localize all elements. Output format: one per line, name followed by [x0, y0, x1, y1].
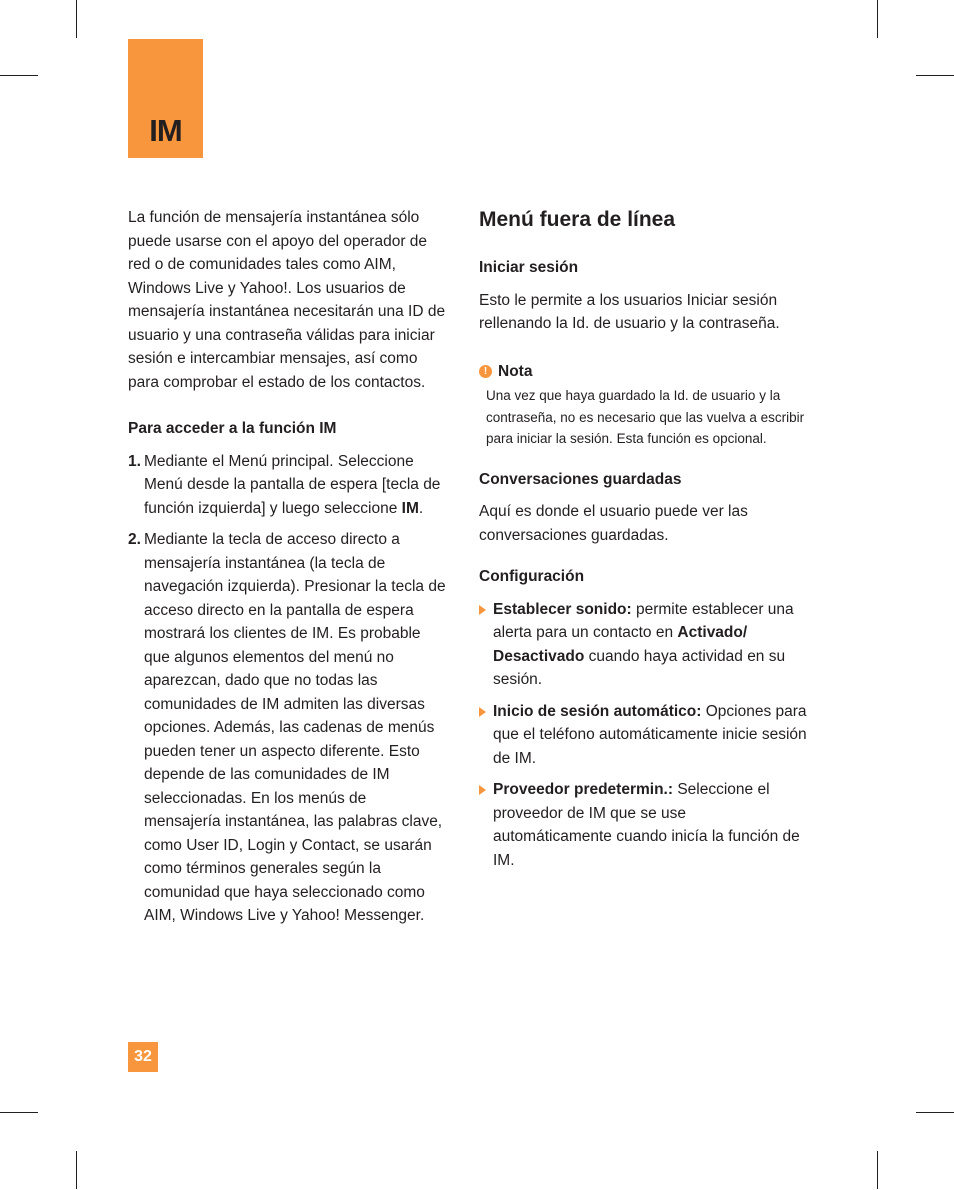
- item-text-2: cuando haya actividad en su sesión.: [493, 647, 786, 688]
- crop-mark: [76, 0, 77, 38]
- note-text: Una vez que haya guardado la Id. de usuario y la contraseña, no es necesario que las vuelva a escribir para iniciar la sesión. Esta función es opcional.: [486, 388, 805, 446]
- item-text: permite establecer una alerta para un contacto en: [493, 600, 794, 641]
- item-term-2: Activado/ Desactivado: [493, 624, 748, 665]
- list-item: [479, 778, 809, 872]
- step-text: Mediante el Menú principal. Seleccione Menú desde la pantalla de espera [tecla de función izquierda] y luego seleccione: [144, 452, 441, 517]
- step-number: 1.: [128, 452, 141, 470]
- crop-mark: [916, 1112, 954, 1113]
- chapter-tab: [128, 39, 203, 158]
- config-heading: Configuración: [479, 568, 585, 585]
- note-header: [479, 360, 809, 384]
- item-term: Inicio de sesión automático:: [493, 702, 702, 720]
- login-heading: Iniciar sesión: [479, 259, 579, 276]
- chapter-title: IM: [149, 113, 182, 148]
- item-text: Seleccione el proveedor de IM que se use automáticamente cuando inicía la función de IM.: [493, 781, 800, 869]
- triangle-bullet-icon: [479, 707, 486, 717]
- list-item: [479, 598, 809, 692]
- right-column: [479, 206, 809, 880]
- config-list: [479, 598, 809, 873]
- left-column: [128, 206, 446, 936]
- triangle-bullet-icon: [479, 605, 486, 615]
- item-term: Establecer sonido:: [493, 600, 632, 618]
- note-title: Nota: [498, 362, 533, 380]
- item-text: Opciones para que el teléfono automáticamente inicie sesión de IM.: [493, 702, 807, 767]
- list-item: [128, 450, 446, 521]
- crop-mark: [0, 1112, 38, 1113]
- crop-mark: [76, 1151, 77, 1189]
- section-title: Menú fuera de línea: [479, 208, 676, 231]
- intro-paragraph: La función de mensajería instantánea sólo puede usarse con el apoyo del operador de red o de comunidades tales como AIM, Windows Live y Yahoo!. Los usuarios de mensajería instantánea necesitarán una ID de usuario y una contraseña válidas para iniciar sesión e intercambiar mensajes, así como para comprobar el estado de los contactos.: [128, 209, 446, 391]
- login-text: Esto le permite a los usuarios Iniciar sesión rellenando la Id. de usuario y la contraseña.: [479, 291, 780, 332]
- list-item: [479, 700, 809, 771]
- item-term: Proveedor predetermin.:: [493, 781, 674, 798]
- warning-circle-icon: !: [479, 365, 492, 378]
- saved-text: Aquí es donde el usuario puede ver las conversaciones guardadas.: [479, 503, 748, 544]
- access-heading: Para acceder a la función IM: [128, 420, 337, 437]
- step-text: Mediante la tecla de acceso directo a mensajería instantánea (la tecla de navegación izquierda). Presionar la tecla de acceso directo en la pantalla de espera mostrará los clientes de IM. Es probable que algunos elementos del menú no aparezcan, dado que no todas las comunidades de IM admiten las diversas opciones. Además, las cadenas de menús pueden tener un aspecto diferente. Esto depende de las comunidades de IM seleccionadas. En los menús de mensajería instantánea, las palabras clave, como User ID, Login y Contact, se usarán como términos generales según la comunidad que haya seleccionado como AIM, Windows Live y Yahoo! Messenger.: [144, 531, 446, 924]
- crop-mark: [0, 75, 38, 76]
- step-suffix: .: [418, 499, 424, 517]
- step-number: 2.: [128, 531, 141, 548]
- page-number: 32: [128, 1042, 158, 1072]
- crop-mark: [877, 0, 878, 38]
- crop-mark: [877, 1151, 878, 1189]
- step-bold-term: IM: [401, 499, 419, 517]
- access-steps: [128, 450, 446, 928]
- list-item: [128, 528, 446, 928]
- saved-heading: Conversaciones guardadas: [479, 470, 682, 488]
- crop-mark: [916, 75, 954, 76]
- triangle-bullet-icon: [479, 785, 486, 795]
